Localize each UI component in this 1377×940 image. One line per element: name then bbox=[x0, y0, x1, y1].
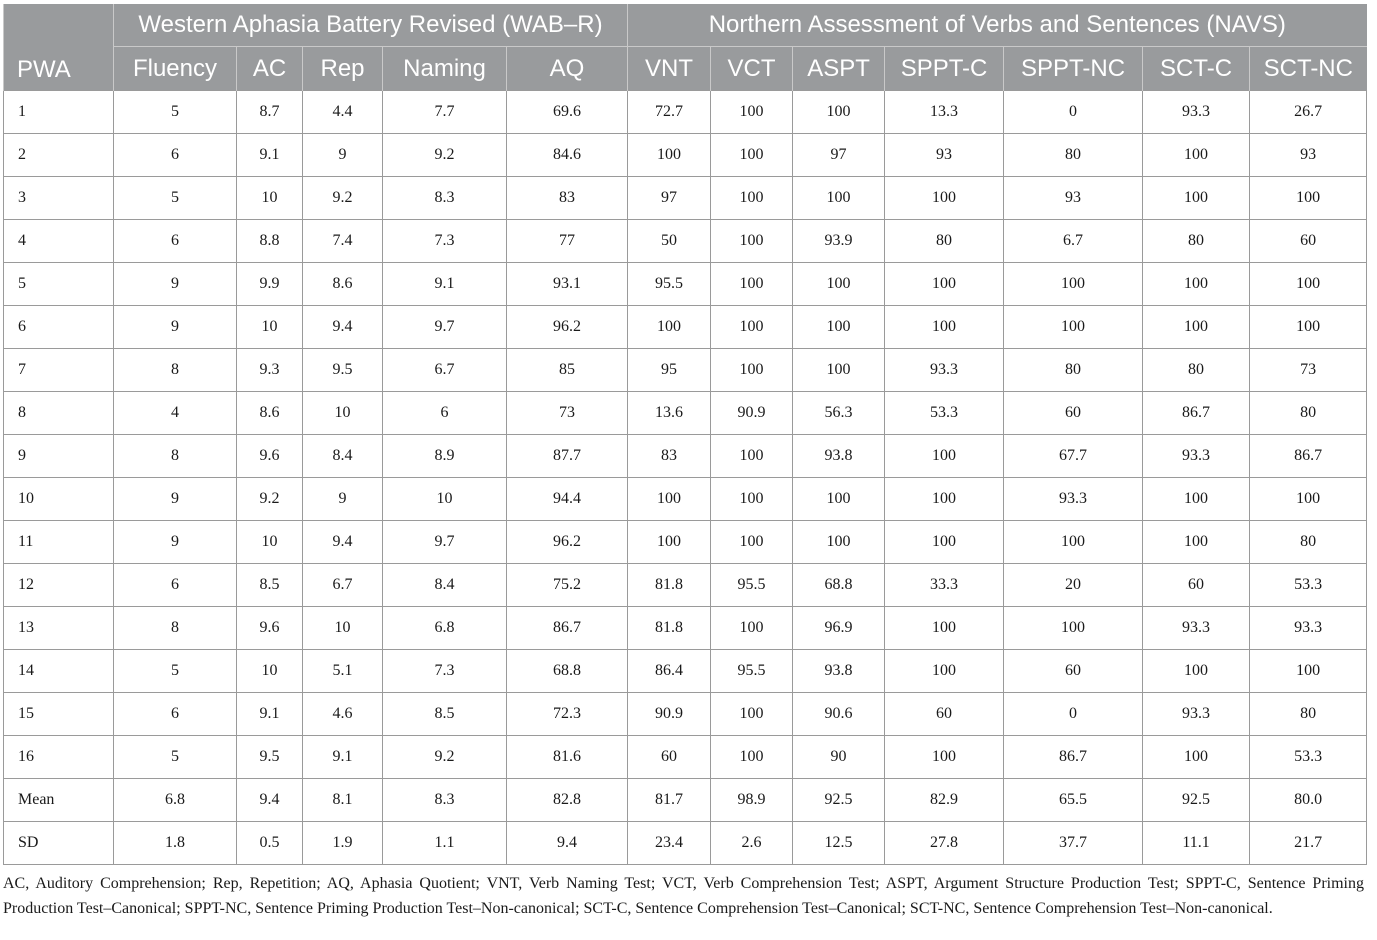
row-label: 15 bbox=[4, 693, 114, 736]
table-cell: 8.9 bbox=[383, 435, 507, 478]
table-cell: 7.3 bbox=[383, 650, 507, 693]
table-cell: 100 bbox=[711, 478, 793, 521]
table-cell: 0.5 bbox=[237, 822, 303, 865]
table-cell: 65.5 bbox=[1004, 779, 1143, 822]
table-cell: 26.7 bbox=[1250, 91, 1367, 134]
table-cell: 9.2 bbox=[303, 177, 383, 220]
table-cell: 73 bbox=[507, 392, 628, 435]
table-cell: 93.3 bbox=[885, 349, 1004, 392]
table-cell: 100 bbox=[711, 693, 793, 736]
table-cell: 7.3 bbox=[383, 220, 507, 263]
table-cell: 1.8 bbox=[114, 822, 237, 865]
table-cell: 9 bbox=[114, 478, 237, 521]
table-cell: 8.6 bbox=[303, 263, 383, 306]
table-cell: 100 bbox=[711, 177, 793, 220]
column-header-vct: VCT bbox=[711, 47, 793, 91]
table-cell: 100 bbox=[885, 306, 1004, 349]
column-header-vnt: VNT bbox=[628, 47, 711, 91]
table-cell: 93 bbox=[885, 134, 1004, 177]
table-cell: 100 bbox=[793, 263, 885, 306]
table-cell: 6 bbox=[114, 693, 237, 736]
table-row bbox=[4, 779, 1367, 822]
row-label: 1 bbox=[4, 91, 114, 134]
table-cell: 100 bbox=[793, 521, 885, 564]
table-cell: 83 bbox=[507, 177, 628, 220]
table-cell: 93.3 bbox=[1143, 435, 1250, 478]
table-row bbox=[4, 564, 1367, 607]
table-cell: 100 bbox=[793, 91, 885, 134]
table-cell: 8.6 bbox=[237, 392, 303, 435]
row-label: 10 bbox=[4, 478, 114, 521]
table-cell: 95 bbox=[628, 349, 711, 392]
table-cell: 96.9 bbox=[793, 607, 885, 650]
table-cell: 86.7 bbox=[1250, 435, 1367, 478]
table-cell: 100 bbox=[628, 306, 711, 349]
table-cell: 83 bbox=[628, 435, 711, 478]
header-group-row bbox=[4, 4, 1367, 47]
table-cell: 9.5 bbox=[237, 736, 303, 779]
table-cell: 100 bbox=[628, 134, 711, 177]
table-cell: 93.8 bbox=[793, 650, 885, 693]
column-header-rep: Rep bbox=[303, 47, 383, 91]
table-cell: 96.2 bbox=[507, 521, 628, 564]
table-cell: 10 bbox=[383, 478, 507, 521]
table-cell: 9.1 bbox=[237, 134, 303, 177]
table-cell: 84.6 bbox=[507, 134, 628, 177]
table-cell: 60 bbox=[1004, 392, 1143, 435]
table-cell: 93.9 bbox=[793, 220, 885, 263]
table-cell: 10 bbox=[237, 177, 303, 220]
table-cell: 93 bbox=[1250, 134, 1367, 177]
table-cell: 80.0 bbox=[1250, 779, 1367, 822]
table-cell: 100 bbox=[1143, 177, 1250, 220]
table-cell: 7.7 bbox=[383, 91, 507, 134]
table-cell: 33.3 bbox=[885, 564, 1004, 607]
table-cell: 80 bbox=[1004, 349, 1143, 392]
table-cell: 5 bbox=[114, 736, 237, 779]
table-cell: 8.3 bbox=[383, 779, 507, 822]
table-cell: 10 bbox=[303, 607, 383, 650]
table-cell: 53.3 bbox=[1250, 564, 1367, 607]
table-row bbox=[4, 134, 1367, 177]
table-cell: 6.7 bbox=[1004, 220, 1143, 263]
table-cell: 10 bbox=[303, 392, 383, 435]
table-cell: 6 bbox=[114, 134, 237, 177]
table-cell: 6.8 bbox=[114, 779, 237, 822]
table-cell: 6.7 bbox=[303, 564, 383, 607]
table-row bbox=[4, 478, 1367, 521]
table-cell: 10 bbox=[237, 650, 303, 693]
table-cell: 68.8 bbox=[793, 564, 885, 607]
table-cell: 8 bbox=[114, 607, 237, 650]
table-cell: 90.9 bbox=[628, 693, 711, 736]
table-cell: 96.2 bbox=[507, 306, 628, 349]
table-cell: 4.6 bbox=[303, 693, 383, 736]
table-header bbox=[4, 4, 1367, 91]
table-cell: 69.6 bbox=[507, 91, 628, 134]
table-cell: 60 bbox=[628, 736, 711, 779]
table-cell: 68.8 bbox=[507, 650, 628, 693]
row-label: 2 bbox=[4, 134, 114, 177]
table-cell: 100 bbox=[628, 521, 711, 564]
table-cell: 100 bbox=[1143, 306, 1250, 349]
table-cell: 80 bbox=[1250, 521, 1367, 564]
table-cell: 100 bbox=[1004, 263, 1143, 306]
table-cell: 100 bbox=[1143, 478, 1250, 521]
table-cell: 100 bbox=[711, 607, 793, 650]
header-column-row bbox=[4, 47, 1367, 91]
row-label: 12 bbox=[4, 564, 114, 607]
table-cell: 93.8 bbox=[793, 435, 885, 478]
table-cell: 100 bbox=[1143, 650, 1250, 693]
row-label: 13 bbox=[4, 607, 114, 650]
table-cell: 81.7 bbox=[628, 779, 711, 822]
table-footnote: AC, Auditory Comprehension; Rep, Repetition; AQ, Aphasia Quotient; VNT, Verb Naming Test; VCT, Verb Comprehension Test; ASPT, Argument Structure Production Test; SPPT-C, Sentence Priming Production Test–Canonical; SPPT-NC, Sentence Priming Production Test–Non-canonical; SCT-C, Sentence Comprehension Test–Canonical; SCT-NC, Sentence Comprehension Test–Non-canonical. bbox=[3, 875, 1364, 917]
table-cell: 8.4 bbox=[303, 435, 383, 478]
table-cell: 13.6 bbox=[628, 392, 711, 435]
table-cell: 100 bbox=[711, 521, 793, 564]
table-cell: 73 bbox=[1250, 349, 1367, 392]
table-cell: 9.3 bbox=[237, 349, 303, 392]
table-cell: 87.7 bbox=[507, 435, 628, 478]
table-cell: 86.7 bbox=[507, 607, 628, 650]
table-row bbox=[4, 822, 1367, 865]
table-cell: 9.1 bbox=[303, 736, 383, 779]
table-cell: 8.7 bbox=[237, 91, 303, 134]
table-cell: 97 bbox=[628, 177, 711, 220]
column-header-aspt: ASPT bbox=[793, 47, 885, 91]
table-cell: 93.1 bbox=[507, 263, 628, 306]
row-label: 7 bbox=[4, 349, 114, 392]
table-row bbox=[4, 306, 1367, 349]
table-cell: 86.7 bbox=[1004, 736, 1143, 779]
table-cell: 5 bbox=[114, 177, 237, 220]
table-cell: 100 bbox=[711, 220, 793, 263]
table-cell: 100 bbox=[1250, 177, 1367, 220]
table-cell: 80 bbox=[1143, 220, 1250, 263]
column-header-naming: Naming bbox=[383, 47, 507, 91]
table-cell: 86.4 bbox=[628, 650, 711, 693]
table-cell: 94.4 bbox=[507, 478, 628, 521]
table-cell: 100 bbox=[1143, 263, 1250, 306]
table-cell: 93.3 bbox=[1143, 91, 1250, 134]
table-row bbox=[4, 435, 1367, 478]
table-cell: 9.2 bbox=[383, 736, 507, 779]
table-cell: 9 bbox=[114, 521, 237, 564]
table-cell: 100 bbox=[793, 306, 885, 349]
table-cell: 9.6 bbox=[237, 435, 303, 478]
table-cell: 13.3 bbox=[885, 91, 1004, 134]
table-cell: 100 bbox=[1004, 521, 1143, 564]
table-cell: 4 bbox=[114, 392, 237, 435]
table-cell: 8 bbox=[114, 349, 237, 392]
table-cell: 0 bbox=[1004, 91, 1143, 134]
table-cell: 6 bbox=[114, 564, 237, 607]
table-cell: 9.2 bbox=[383, 134, 507, 177]
row-label: 5 bbox=[4, 263, 114, 306]
row-label: 11 bbox=[4, 521, 114, 564]
table-body bbox=[4, 91, 1367, 865]
table-cell: 100 bbox=[711, 91, 793, 134]
table-cell: 92.5 bbox=[1143, 779, 1250, 822]
table-cell: 1.9 bbox=[303, 822, 383, 865]
table-cell: 8.5 bbox=[237, 564, 303, 607]
table-cell: 8.3 bbox=[383, 177, 507, 220]
table-cell: 6 bbox=[114, 220, 237, 263]
table-cell: 72.3 bbox=[507, 693, 628, 736]
table-cell: 6 bbox=[383, 392, 507, 435]
table-cell: 8.5 bbox=[383, 693, 507, 736]
table-cell: 80 bbox=[1004, 134, 1143, 177]
table-cell: 100 bbox=[885, 263, 1004, 306]
table-row bbox=[4, 177, 1367, 220]
table-cell: 60 bbox=[885, 693, 1004, 736]
table-cell: 23.4 bbox=[628, 822, 711, 865]
table-cell: 100 bbox=[885, 478, 1004, 521]
table-cell: 9.4 bbox=[507, 822, 628, 865]
table-cell: 50 bbox=[628, 220, 711, 263]
table-cell: 9.7 bbox=[383, 306, 507, 349]
table-cell: 81.6 bbox=[507, 736, 628, 779]
table-cell: 9 bbox=[114, 263, 237, 306]
table-cell: 9.4 bbox=[303, 306, 383, 349]
column-header-fluency: Fluency bbox=[114, 47, 237, 91]
table-row bbox=[4, 349, 1367, 392]
row-label: 16 bbox=[4, 736, 114, 779]
table-cell: 93.3 bbox=[1250, 607, 1367, 650]
column-header-aq: AQ bbox=[507, 47, 628, 91]
table-cell: 90.9 bbox=[711, 392, 793, 435]
table-cell: 60 bbox=[1143, 564, 1250, 607]
table-cell: 9.6 bbox=[237, 607, 303, 650]
column-header-sppt-nc: SPPT-NC bbox=[1004, 47, 1143, 91]
table-cell: 100 bbox=[711, 435, 793, 478]
row-label: 9 bbox=[4, 435, 114, 478]
table-cell: 100 bbox=[628, 478, 711, 521]
table-cell: 0 bbox=[1004, 693, 1143, 736]
table-row bbox=[4, 263, 1367, 306]
table-cell: 8.4 bbox=[383, 564, 507, 607]
table-cell: 75.2 bbox=[507, 564, 628, 607]
table-cell: 100 bbox=[793, 478, 885, 521]
table-cell: 9 bbox=[114, 306, 237, 349]
table-cell: 100 bbox=[885, 521, 1004, 564]
table-cell: 7.4 bbox=[303, 220, 383, 263]
table-cell: 93.3 bbox=[1143, 693, 1250, 736]
row-label: SD bbox=[4, 822, 114, 865]
table-cell: 1.1 bbox=[383, 822, 507, 865]
row-label: Mean bbox=[4, 779, 114, 822]
table-cell: 100 bbox=[1250, 263, 1367, 306]
table-cell: 80 bbox=[1143, 349, 1250, 392]
table-cell: 81.8 bbox=[628, 564, 711, 607]
table-cell: 80 bbox=[885, 220, 1004, 263]
table-cell: 80 bbox=[1250, 693, 1367, 736]
table-cell: 5 bbox=[114, 650, 237, 693]
table-cell: 98.9 bbox=[711, 779, 793, 822]
table-cell: 67.7 bbox=[1004, 435, 1143, 478]
table-cell: 6.7 bbox=[383, 349, 507, 392]
table-cell: 100 bbox=[1143, 736, 1250, 779]
table-cell: 100 bbox=[711, 263, 793, 306]
table-cell: 53.3 bbox=[1250, 736, 1367, 779]
table-cell: 9 bbox=[303, 478, 383, 521]
table-cell: 9.1 bbox=[383, 263, 507, 306]
table-row bbox=[4, 650, 1367, 693]
table-cell: 77 bbox=[507, 220, 628, 263]
table-cell: 60 bbox=[1004, 650, 1143, 693]
table-cell: 100 bbox=[1250, 306, 1367, 349]
table-cell: 86.7 bbox=[1143, 392, 1250, 435]
table-cell: 9.7 bbox=[383, 521, 507, 564]
table-cell: 80 bbox=[1250, 392, 1367, 435]
table-cell: 100 bbox=[711, 349, 793, 392]
table-row bbox=[4, 521, 1367, 564]
row-label: 6 bbox=[4, 306, 114, 349]
row-label: 4 bbox=[4, 220, 114, 263]
table-cell: 100 bbox=[1004, 306, 1143, 349]
table-cell: 20 bbox=[1004, 564, 1143, 607]
table-cell: 100 bbox=[1143, 521, 1250, 564]
table-cell: 92.5 bbox=[793, 779, 885, 822]
table-cell: 9.4 bbox=[303, 521, 383, 564]
table-cell: 82.8 bbox=[507, 779, 628, 822]
table-cell: 100 bbox=[793, 349, 885, 392]
table-cell: 82.9 bbox=[885, 779, 1004, 822]
table-cell: 100 bbox=[711, 134, 793, 177]
table-cell: 21.7 bbox=[1250, 822, 1367, 865]
table-cell: 10 bbox=[237, 521, 303, 564]
table-cell: 95.5 bbox=[711, 650, 793, 693]
table-cell: 85 bbox=[507, 349, 628, 392]
table-cell: 60 bbox=[1250, 220, 1367, 263]
table-cell: 97 bbox=[793, 134, 885, 177]
row-label: 8 bbox=[4, 392, 114, 435]
table-cell: 6.8 bbox=[383, 607, 507, 650]
table-cell: 9.5 bbox=[303, 349, 383, 392]
table-cell: 8.8 bbox=[237, 220, 303, 263]
table-cell: 100 bbox=[1143, 134, 1250, 177]
table-cell: 100 bbox=[885, 650, 1004, 693]
table-cell: 27.8 bbox=[885, 822, 1004, 865]
table-cell: 100 bbox=[1004, 607, 1143, 650]
table-cell: 9.9 bbox=[237, 263, 303, 306]
table-cell: 100 bbox=[885, 177, 1004, 220]
table-cell: 9 bbox=[303, 134, 383, 177]
table-cell: 95.5 bbox=[628, 263, 711, 306]
table-cell: 90.6 bbox=[793, 693, 885, 736]
table-cell: 95.5 bbox=[711, 564, 793, 607]
table-row bbox=[4, 607, 1367, 650]
table-row bbox=[4, 220, 1367, 263]
pwa-header: PWA bbox=[4, 4, 114, 91]
table-cell: 93.3 bbox=[1004, 478, 1143, 521]
table-cell: 5.1 bbox=[303, 650, 383, 693]
table-cell: 37.7 bbox=[1004, 822, 1143, 865]
table-row bbox=[4, 736, 1367, 779]
table-cell: 93.3 bbox=[1143, 607, 1250, 650]
row-label: 3 bbox=[4, 177, 114, 220]
table-cell: 100 bbox=[793, 177, 885, 220]
column-header-ac: AC bbox=[237, 47, 303, 91]
table-cell: 100 bbox=[885, 736, 1004, 779]
table-cell: 2.6 bbox=[711, 822, 793, 865]
table-cell: 5 bbox=[114, 91, 237, 134]
table-cell: 12.5 bbox=[793, 822, 885, 865]
table-cell: 9.4 bbox=[237, 779, 303, 822]
table-row bbox=[4, 91, 1367, 134]
table-row bbox=[4, 693, 1367, 736]
table-cell: 8.1 bbox=[303, 779, 383, 822]
table-cell: 11.1 bbox=[1143, 822, 1250, 865]
column-header-sct-nc: SCT-NC bbox=[1250, 47, 1367, 91]
table-cell: 100 bbox=[885, 435, 1004, 478]
column-header-sct-c: SCT-C bbox=[1143, 47, 1250, 91]
table-cell: 9.2 bbox=[237, 478, 303, 521]
table-cell: 53.3 bbox=[885, 392, 1004, 435]
navs-group-header: Northern Assessment of Verbs and Sentences (NAVS) bbox=[628, 4, 1367, 47]
wab-group-header: Western Aphasia Battery Revised (WAB–R) bbox=[114, 4, 628, 47]
table-cell: 100 bbox=[885, 607, 1004, 650]
table-cell: 4.4 bbox=[303, 91, 383, 134]
table-cell: 100 bbox=[711, 736, 793, 779]
results-table bbox=[3, 4, 1367, 865]
table-cell: 90 bbox=[793, 736, 885, 779]
table-cell: 93 bbox=[1004, 177, 1143, 220]
table-cell: 56.3 bbox=[793, 392, 885, 435]
table-cell: 81.8 bbox=[628, 607, 711, 650]
table-row bbox=[4, 392, 1367, 435]
table-cell: 72.7 bbox=[628, 91, 711, 134]
table-cell: 10 bbox=[237, 306, 303, 349]
table-cell: 100 bbox=[711, 306, 793, 349]
table-cell: 100 bbox=[1250, 650, 1367, 693]
table-cell: 100 bbox=[1250, 478, 1367, 521]
column-header-sppt-c: SPPT-C bbox=[885, 47, 1004, 91]
table-cell: 9.1 bbox=[237, 693, 303, 736]
table-cell: 8 bbox=[114, 435, 237, 478]
row-label: 14 bbox=[4, 650, 114, 693]
